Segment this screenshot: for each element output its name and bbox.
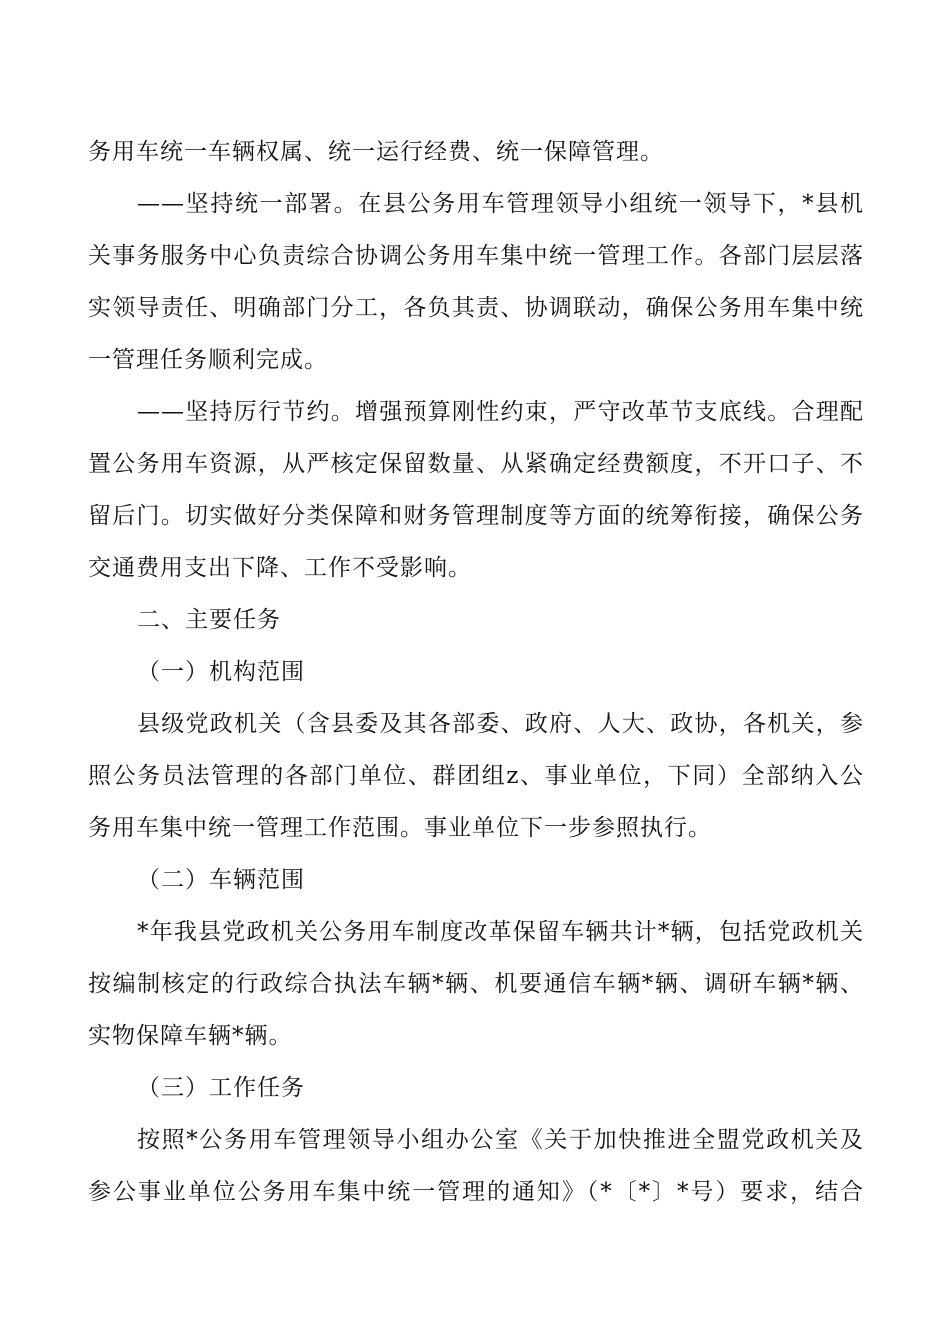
paragraph-line: 交通费用支出下降、工作不受影响。 bbox=[88, 555, 472, 581]
paragraph-line: 务用车统一车辆权属、统一运行经费、统一保障管理。 bbox=[88, 139, 664, 165]
paragraph-line: 务用车集中统一管理工作范围。事业单位下一步参照执行。 bbox=[88, 815, 712, 841]
subsection-heading: （二）车辆范围 bbox=[137, 867, 305, 893]
paragraph-line: 留后门。切实做好分类保障和财务管理制度等方面的统筹衔接，确保公务 bbox=[88, 503, 864, 529]
paragraph-line: 关事务服务中心负责综合协调公务用车集中统一管理工作。各部门层层落 bbox=[88, 243, 864, 269]
paragraph-line: ——坚持统一部署。在县公务用车管理领导小组统一领导下，*县机 bbox=[137, 191, 864, 217]
subsection-heading: （一）机构范围 bbox=[137, 659, 305, 685]
paragraph-line: 实领导责任、明确部门分工，各负其责、协调联动，确保公务用车集中统 bbox=[88, 295, 864, 321]
paragraph-line: 实物保障车辆*辆。 bbox=[88, 1023, 293, 1049]
paragraph-line: 按编制核定的行政综合执法车辆*辆、机要通信车辆*辆、调研车辆*辆、 bbox=[88, 971, 864, 997]
paragraph-line: 照公务员法管理的各部门单位、群团组z、事业单位，下同）全部纳入公 bbox=[88, 763, 864, 789]
paragraph-line: 置公务用车资源，从严核定保留数量、从紧确定经费额度，不开口子、不 bbox=[88, 451, 864, 477]
paragraph-line: *年我县党政机关公务用车制度改革保留车辆共计*辆，包括党政机关 bbox=[137, 919, 864, 945]
paragraph-line: 参公事业单位公务用车集中统一管理的通知》（*〔*〕*号）要求，结合 bbox=[88, 1179, 864, 1205]
paragraph-line: 按照*公务用车管理领导小组办公室《关于加快推进全盟党政机关及 bbox=[137, 1127, 864, 1153]
paragraph-line: ——坚持厉行节约。增强预算刚性约束，严守改革节支底线。合理配 bbox=[137, 399, 864, 425]
section-heading: 二、主要任务 bbox=[137, 607, 281, 633]
paragraph-line: 一管理任务顺利完成。 bbox=[88, 347, 328, 373]
subsection-heading: （三）工作任务 bbox=[137, 1075, 305, 1101]
paragraph-line: 县级党政机关（含县委及其各部委、政府、人大、政协，各机关，参 bbox=[137, 711, 864, 737]
